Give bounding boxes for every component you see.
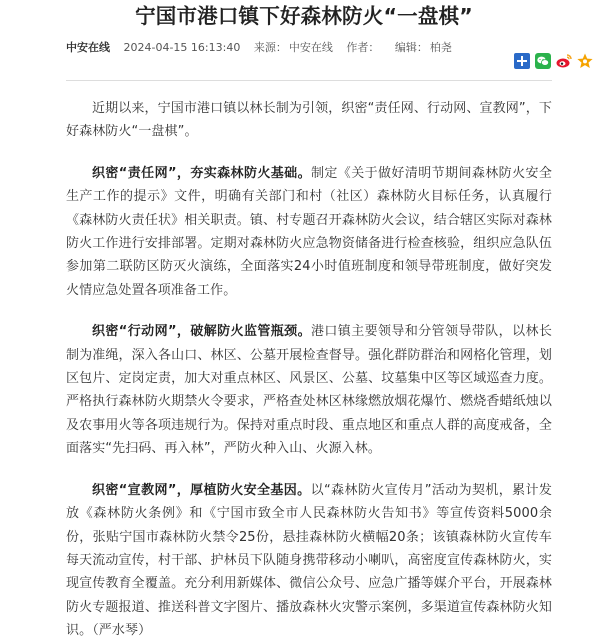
plus-share-button[interactable] — [513, 52, 531, 70]
source-name: 中安在线 — [66, 41, 110, 54]
paragraph-lead: 织密“宣教网”，厚植防火安全基因。 — [92, 482, 311, 498]
wechat-icon — [534, 52, 552, 70]
article-title: 宁国市港口镇下好森林防火“一盘棋” — [135, 4, 473, 28]
favorite-button[interactable] — [576, 52, 594, 70]
author-label: 作者： — [346, 41, 380, 54]
editor-label: 编辑： — [394, 41, 428, 54]
paragraph-text: 港口镇主要领导和分管领导带队，以林长制为准绳，深入各山口、林区、公墓开展检查督导。强化群防群治和网格化管理，划区包片、定岗定责，加大对重点林区、风景区、公墓、坟墓集中区等区域巡查力度。严格执行森林防火期禁火令要求，严格查处林区林缘燃放烟花爆竹、燃烧香蜡纸烛以及农事用火等各项违规行为。保持对重点时段、重点地区和重点人群的高度戒备，全面落实“先扫码、再入林”，严防火种入山、火源入林。 — [66, 324, 552, 457]
source-value: 中安在线 — [288, 41, 333, 54]
paragraph-text: 制定《关于做好清明节期间森林防火安全生产工作的提示》文件，明确有关部门和村（社区）森林防火目标任务，认真履行《森林防火责任状》相关职责。镇、村专题召开森林防火会议，结合辖区实际对森林防火工作进行安排部署。定期对森林防火应急物资储备进行检查核验，组织应急队伍参加第二联防区防灭火演练，全面落实24小时值班制度和领导带班制度，做好突发火情应急处置各项准备工作。 — [66, 165, 552, 298]
editor-value: 柏尧 — [429, 41, 452, 54]
paragraph-intro — [66, 97, 552, 144]
paragraph-lead: 织密“行动网”，破解防火监管瓶颈。 — [92, 324, 311, 340]
favorite-star-icon — [576, 52, 594, 70]
article-body — [66, 97, 552, 643]
paragraph-text: 近期以来，宁国市港口镇以林长制为引领，织密“责任网、行动网、宣教网”，下好森林防火“一盘棋”。 — [66, 101, 552, 140]
wechat-share-button[interactable] — [534, 52, 552, 70]
paragraph-text: 以“森林防火宣传月”活动为契机，累计发放《森林防火条例》和《宁国市致全市人民森林防火告知书》等宣传资料5000余份，张贴宁国市森林防火禁令25份，悬挂森林防火横幅20条；该镇森林防火宣传车每天流动宣传，村干部、护林员下队随身携带移动小喇叭，高密度宣传森林防火，实现宣传教育全覆盖。充分利用新媒体、微信公众号、应急广播等媒介平台，开展森林防火专题报道、推送科普文字图片、播放森林火灾警示案例，多渠道宣传森林防火知识。（严水琴） — [66, 482, 552, 639]
publish-date: 2024-04-15 16:13:40 — [123, 41, 241, 54]
weibo-icon — [555, 52, 573, 70]
paragraph-education — [66, 479, 552, 643]
weibo-share-button[interactable] — [555, 52, 573, 70]
paragraph-action — [66, 320, 552, 460]
paragraph-lead: 织密“责任网”，夯实森林防火基础。 — [92, 165, 311, 181]
meta-divider — [66, 80, 552, 81]
source-label: 来源： — [253, 41, 287, 54]
paragraph-responsibility — [66, 162, 552, 302]
plus-share-icon — [513, 52, 531, 70]
article-meta — [66, 38, 552, 58]
share-bar — [513, 52, 594, 72]
